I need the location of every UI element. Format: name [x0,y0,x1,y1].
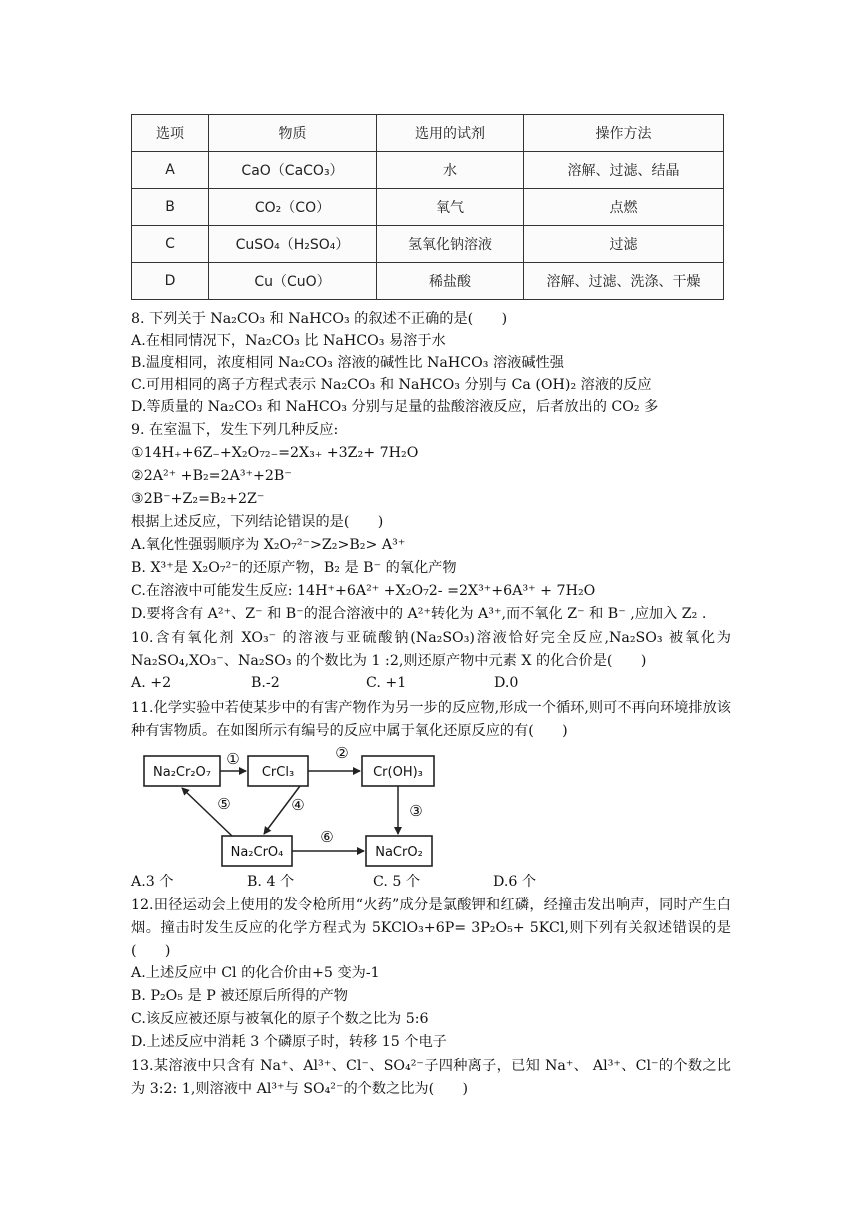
node-croh3: Cr(OH)₃ [373,765,423,780]
q10-option-d: D.0 [494,675,519,691]
table-header-row [132,115,724,152]
table-row [132,263,724,300]
q9-stem: 9. 在室温下，发生下列几种反应: [131,422,339,438]
q12-option-d: D.上述反应中消耗 3 个磷原子时，转移 15 个电子 [131,1034,447,1050]
table-cell: 点燃 [524,189,724,226]
label-3: ③ [409,802,423,820]
label-6: ⑥ [320,828,334,846]
header-method: 操作方法 [524,115,724,152]
q9-reaction-2: ②2A²⁺ +B₂=2A³⁺+2B⁻ [131,468,292,484]
q9-reaction-3: ③2B⁻+Z₂=B₂+2Z⁻ [131,491,265,507]
q12-option-a: A.上述反应中 Cl 的化合价由+5 变为-1 [131,965,380,981]
q9-question: 根据上述反应，下列结论错误的是( ) [131,514,384,530]
header-reagent: 选用的试剂 [377,115,524,152]
separation-table [131,114,724,300]
q10-options [131,673,518,693]
q9-option-d: D.要将含有 A²⁺、Z⁻ 和 B⁻的混合溶液中的 A²⁺转化为 A³⁺,而不氧化 Z⁻ 和 B⁻ ,应加入 Z₂ . [131,606,707,622]
q11-stem: 11.化学实验中若使某步中的有害产物作为另一步的反应物,形成一个循环,则可不再向环境排放该种有害物质。在如图所示有编号的反应中属于氧化还原反应的有( ) [131,700,731,739]
q8-option-a: A.在相同情况下，Na₂CO₃ 比 NaHCO₃ 易溶于水 [131,333,446,349]
table-cell: CO₂（CO） [209,189,377,226]
q9-option-b: B. X³⁺是 X₂O₇²⁻的还原产物，B₂ 是 B⁻ 的氧化产物 [131,560,457,576]
q12-stem: 12.田径运动会上使用的发令枪所用“火药”成分是氯酸钾和红磷，经撞击发出响声，同时产生白烟。撞击时发生反应的化学方程式为 5KClO₃+6P= 3P₂O₅+ 5KCl,则下列有关叙述错误的是( ) [131,897,731,959]
label-5: ⑤ [217,795,231,813]
table-cell: CuSO₄（H₂SO₄） [209,226,377,263]
q9-option-c: C.在溶液中可能发生反应: 14H⁺+6A²⁺ +X₂O₇2- =2X³⁺+6A³⁺ + 7H₂O [131,583,596,599]
q11-option-c: C. 5 个 [373,874,421,890]
q9-reaction-1: ①14H₊+6Z₋+X₂O₇₂₋=2X₃₊ +3Z₂+ 7H₂O [131,445,419,461]
table-cell: C [132,226,209,263]
table-cell: 水 [377,152,524,189]
q8-option-d: D.等质量的 Na₂CO₃ 和 NaHCO₃ 分别与足量的盐酸溶液反应，后者放出的 CO₂ 多 [131,399,659,415]
node-na2cr2o7: Na₂Cr₂O₇ [153,765,211,780]
table-cell: B [132,189,209,226]
table-cell: D [132,263,209,300]
table-cell: 溶解、过滤、洗涤、干燥 [524,263,724,300]
table-cell: 氢氧化钠溶液 [377,226,524,263]
header-substance: 物质 [209,115,377,152]
label-1: ① [226,750,240,768]
table-cell: 溶解、过滤、结晶 [524,152,724,189]
q10-option-a: A. +2 [131,675,172,691]
q8-option-b: B.温度相同，浓度相同 Na₂CO₃ 溶液的碱性比 NaHCO₃ 溶液碱性强 [131,355,564,371]
q11-options [131,872,536,892]
node-nacro2: NaCrO₂ [375,845,423,860]
table-cell: A [132,152,209,189]
q11-option-b: B. 4 个 [247,874,295,890]
table-cell: CaO（CaCO₃） [209,152,377,189]
q8-option-c: C.可用相同的离子方程式表示 Na₂CO₃ 和 NaHCO₃ 分别与 Ca (OH)₂ 溶液的反应 [131,377,652,393]
chromium-cycle-diagram [140,746,440,868]
q11-option-d: D.6 个 [493,874,537,890]
q10-option-b: B.-2 [251,675,280,691]
table-row [132,226,724,263]
q9-option-a: A.氧化性强弱顺序为 X₂O₇²⁻>Z₂>B₂> A³⁺ [131,537,406,553]
header-option: 选项 [132,115,209,152]
label-4: ④ [291,796,305,814]
table-row [132,152,724,189]
q10-option-c: C. +1 [366,675,407,691]
q10-stem: 10.含有氧化剂 XO₃⁻ 的溶液与亚硫酸钠(Na₂SO₃)溶液恰好完全反应,Na₂SO₃ 被氧化为 Na₂SO₄,XO₃⁻、Na₂SO₃ 的个数比为 1 :2,则还原产物中元素 X 的化合价是( ) [131,630,731,669]
table-cell: 氧气 [377,189,524,226]
label-2: ② [335,746,349,762]
q8-stem: 8. 下列关于 Na₂CO₃ 和 NaHCO₃ 的叙述不正确的是( ) [131,311,508,327]
q12-option-c: C.该反应被还原与被氧化的原子个数之比为 5:6 [131,1011,429,1027]
q11-option-a: A.3 个 [131,874,174,890]
node-na2cro4: Na₂CrO₄ [230,845,284,860]
table-row [132,189,724,226]
node-crcl3: CrCl₃ [261,765,295,780]
table-cell: 过滤 [524,226,724,263]
table-cell: Cu（CuO） [209,263,377,300]
q13-stem: 13.某溶液中只含有 Na⁺、Al³⁺、Cl⁻、SO₄²⁻子四种离子，已知 Na⁺、 Al³⁺、Cl⁻的个数之比为 3:2: 1,则溶液中 Al³⁺与 SO₄²⁻的个数之比为( ) [131,1058,731,1097]
table-cell: 稀盐酸 [377,263,524,300]
q12-option-b: B. P₂O₅ 是 P 被还原后所得的产物 [131,988,348,1004]
